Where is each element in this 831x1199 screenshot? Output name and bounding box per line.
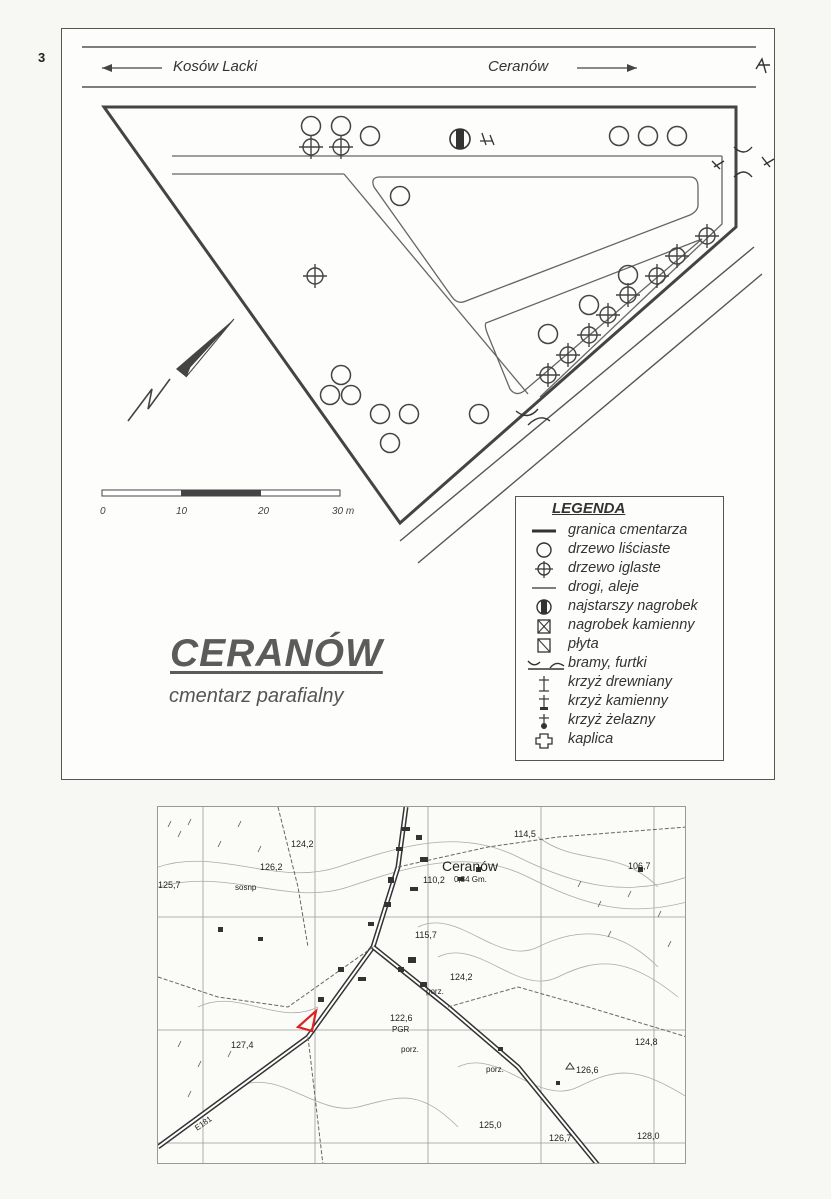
page-subtitle: cmentarz parafialny: [169, 685, 344, 707]
scale-label-10: 10: [176, 506, 188, 517]
oldest-tombstone-marker: [450, 129, 494, 149]
topo-label: 114,5: [514, 829, 536, 839]
topo-label: PGR: [392, 1025, 410, 1034]
topo-label: 124,8: [635, 1037, 658, 1047]
legend-item: drogi, aleje: [516, 579, 721, 598]
legend-item: najstarszy nagrobek: [516, 598, 721, 617]
legend-item: kaplica: [516, 731, 721, 750]
stone-tombstone-icon: [530, 618, 558, 635]
coniferous-trees: [299, 135, 719, 387]
topo-label: 122,6: [390, 1013, 413, 1023]
scale-label-20: 20: [258, 506, 270, 517]
wooden-cross-icon: [530, 675, 558, 692]
topo-label: 126,2: [260, 862, 283, 872]
legend-title: LEGENDA: [552, 500, 626, 517]
topographic-map: [157, 806, 686, 1164]
legend-item: drzewo liściaste: [516, 541, 721, 560]
topo-label: 126,6: [576, 1065, 599, 1075]
scale-label-0: 0: [100, 506, 106, 517]
gate-icon: [526, 656, 566, 673]
deciduous-tree-icon: [530, 542, 558, 559]
topo-label: 124,2: [291, 839, 314, 849]
legend-item: krzyż drewniany: [516, 674, 721, 693]
legend-item: granica cmentarza: [516, 522, 721, 541]
north-arrow-icon: [128, 319, 234, 421]
topo-label: sosnp: [235, 883, 257, 892]
page-number: 3: [38, 50, 46, 65]
direction-label-left: Kosów Lacki: [173, 58, 258, 75]
legend-item: płyta: [516, 636, 721, 655]
legend-item: bramy, furtki: [516, 655, 721, 674]
topo-label: 106,7: [628, 861, 651, 871]
topo-label: porz.: [486, 1065, 504, 1074]
topo-map-drawing: [158, 807, 686, 1164]
stone-cross-icon: [530, 694, 558, 711]
topo-label: 124,2: [450, 972, 473, 982]
legend-item: krzyż kamienny: [516, 693, 721, 712]
scale-label-30: 30 m: [332, 506, 355, 517]
road-number-label: E181: [193, 1114, 214, 1133]
page-title: CERANÓW: [170, 632, 383, 675]
topo-label: porz.: [426, 987, 444, 996]
topo-label: 126,7: [549, 1133, 572, 1143]
coniferous-tree-icon: [530, 561, 558, 578]
slab-icon: [530, 637, 558, 654]
chapel-icon: [530, 732, 558, 749]
topo-town-name: Ceranów: [442, 858, 499, 874]
iron-cross-icon: [530, 713, 558, 730]
direction-label-right: Ceranów: [488, 58, 549, 75]
topo-label: 125,7: [158, 880, 181, 890]
topo-label: 125,0: [479, 1120, 502, 1130]
legend-item: krzyż żelazny: [516, 712, 721, 731]
cemetery-location-marker: [298, 1011, 316, 1031]
topo-label: 110,2: [423, 875, 445, 885]
deciduous-trees: [302, 117, 687, 453]
topo-label: 127,4: [231, 1040, 254, 1050]
oldest-tombstone-icon: [530, 599, 558, 616]
topo-label: 115,7: [415, 930, 437, 940]
cemetery-plan-frame: [61, 28, 775, 780]
legend: [515, 496, 724, 761]
legend-item: nagrobek kamienny: [516, 617, 721, 636]
road-icon: [530, 580, 558, 597]
topo-label: 128,0: [637, 1131, 660, 1141]
topo-label: porz.: [401, 1045, 419, 1054]
legend-item: drzewo iglaste: [516, 560, 721, 579]
scale-bar: [102, 490, 340, 496]
topo-town-sub: 0,84 Gm.: [454, 875, 487, 884]
boundary-line-icon: [530, 523, 558, 540]
